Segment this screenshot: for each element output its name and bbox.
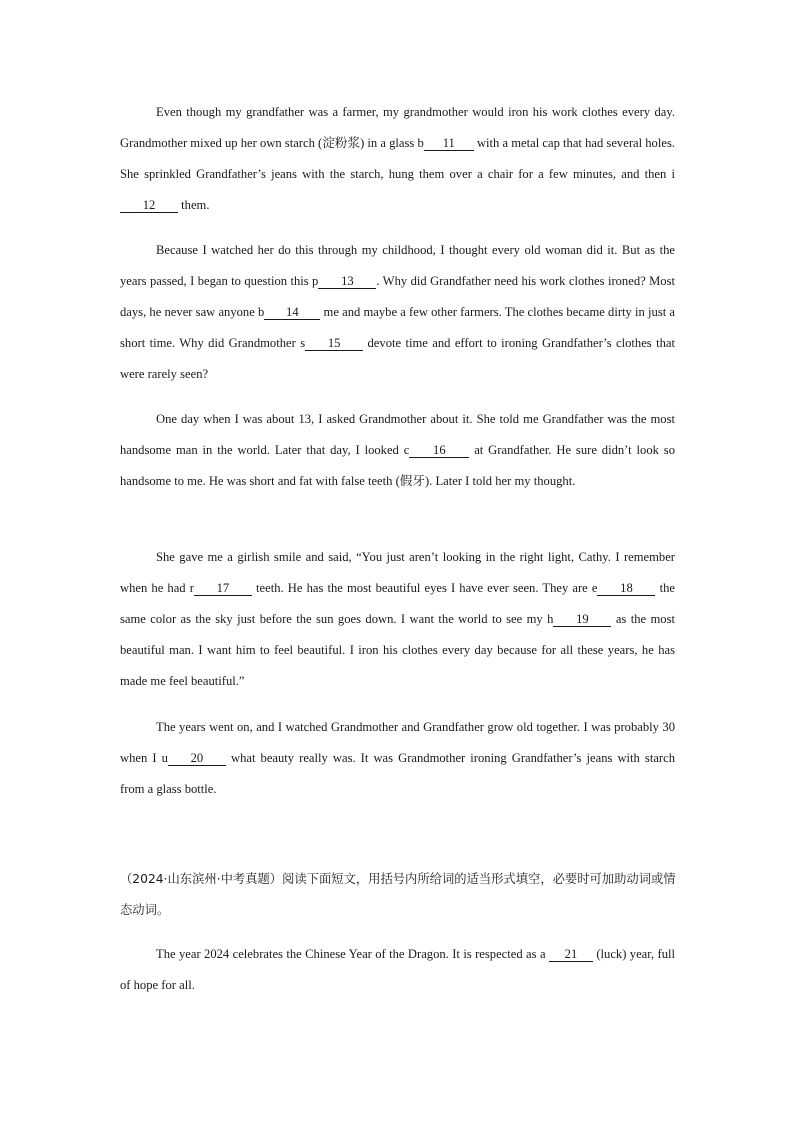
- blank-16[interactable]: 16: [409, 443, 469, 458]
- paragraph-4: [120, 542, 675, 697]
- paragraph-2: [120, 235, 675, 390]
- text-segment: She gave me a girlish smile and said, “You just aren’t looking in the right light, Cathy. I remember when he had r: [120, 550, 675, 595]
- exercise-instruction: （2024·山东滨州·中考真题）阅读下面短文，用括号内所给词的适当形式填空，必要时可加助动词或情态动词。: [120, 872, 676, 917]
- blank-17[interactable]: 17: [194, 581, 252, 596]
- text-segment: with a metal cap that had several holes. She sprinkled Grandfather’s jeans with the starch, hung them over a chair for a few minutes, and then i: [120, 136, 675, 181]
- text-segment: Even though my grandfather was a farmer, my grandmother would iron his work clothes every day. Grandmother mixed up her own starch (淀粉浆) in a glass b: [120, 105, 675, 150]
- exercise-paragraph-1: [120, 939, 675, 1001]
- blank-13[interactable]: 13: [318, 274, 376, 289]
- text-segment: The year 2024 celebrates the Chinese Year of the Dragon. It is respected as a: [156, 947, 549, 961]
- blank-12[interactable]: 12: [120, 198, 178, 213]
- text-segment: One day when I was about 13, I asked Grandmother about it. She told me Grandfather was the most handsome man in the world. Later that day, I looked c: [120, 412, 675, 457]
- text-segment: (luck) year, full of hope for all.: [120, 947, 675, 992]
- text-segment: them.: [178, 198, 210, 212]
- blank-11[interactable]: 11: [424, 136, 474, 151]
- paragraph-5: [120, 712, 675, 805]
- blank-21[interactable]: 21: [549, 947, 593, 962]
- blank-14[interactable]: 14: [264, 305, 320, 320]
- blank-19[interactable]: 19: [553, 612, 611, 627]
- text-segment: as the most beautiful man. I want him to feel beautiful. I iron his clothes every day because for all these years, he has made me feel beautiful.”: [120, 612, 675, 688]
- blank-18[interactable]: 18: [597, 581, 655, 596]
- paragraph-1: [120, 97, 675, 221]
- text-segment: what beauty really was. It was Grandmother ironing Grandfather’s jeans with starch from a glass bottle.: [120, 751, 675, 796]
- text-segment: devote time and effort to ironing Grandfather’s clothes that were rarely seen?: [120, 336, 675, 381]
- text-segment: . Why did Grandfather need his work clothes ironed? Most days, he never saw anyone b: [120, 274, 675, 319]
- text-segment: the same color as the sky just before the sun goes down. I want the world to see my h: [120, 581, 675, 626]
- blank-20[interactable]: 20: [168, 751, 226, 766]
- blank-15[interactable]: 15: [305, 336, 363, 351]
- text-segment: teeth. He has the most beautiful eyes I have ever seen. They are e: [251, 581, 598, 595]
- paragraph-3: [120, 404, 675, 497]
- text-segment: me and maybe a few other farmers. The clothes became dirty in just a short time. Why did Grandmother s: [120, 305, 676, 350]
- text-segment: Because I watched her do this through my childhood, I thought every old woman did it. But as the years passed, I began to question this p: [120, 243, 675, 288]
- text-segment: The years went on, and I watched Grandmother and Grandfather grow old together. I was probably 30 when I u: [120, 720, 675, 765]
- text-segment: at Grandfather. He sure didn’t look so handsome to me. He was short and fat with false teeth (假牙). Later I told her my thought.: [120, 443, 675, 488]
